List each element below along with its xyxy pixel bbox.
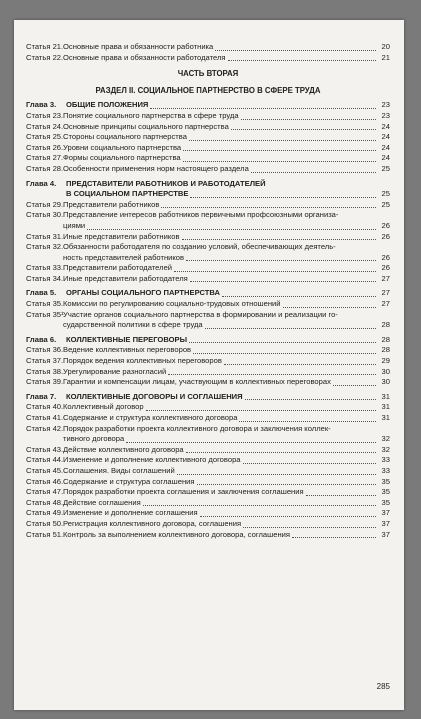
- toc-entry: Статья 28. Особенности применения норм настоящего раздела 25: [26, 163, 390, 173]
- chapter-5-heading: Глава 5. ОРГАНЫ СОЦИАЛЬНОГО ПАРТНЕРСТВА 27: [26, 288, 390, 298]
- chapter-6-heading: Глава 6. КОЛЛЕКТИВНЫЕ ПЕРЕГОВОРЫ 28: [26, 334, 390, 344]
- chapter-7-articles-b: [26, 445, 390, 540]
- toc-entry: Статья 44. Изменение и дополнение коллективного договора 33: [26, 455, 390, 465]
- toc-entry: Статья 50. Регистрация коллективного договора, соглашения 37: [26, 518, 390, 528]
- toc-entry: Статья 33. Представители работодателей 26: [26, 263, 390, 273]
- section-title: РАЗДЕЛ II. СОЦИАЛЬНОЕ ПАРТНЕРСТВО В СФЕРЕ ТРУДА: [95, 85, 321, 95]
- chapter-3-heading: Глава 3. ОБЩИЕ ПОЛОЖЕНИЯ 23: [26, 100, 390, 110]
- toc-entry: Статья 41. Содержание и структура коллективного договора 31: [26, 413, 390, 422]
- chapter-7-heading: Глава 7. КОЛЛЕКТИВНЫЕ ДОГОВОРЫ И СОГЛАШЕНИЯ 31: [26, 391, 390, 401]
- toc-entry: Статья 31. Иные представители работников 26: [26, 231, 390, 241]
- toc-entry: Статья 40. Коллективный договор 31: [26, 402, 390, 412]
- part-title: ЧАСТЬ ВТОРАЯ: [177, 69, 239, 79]
- toc-block-part-one: [26, 42, 390, 63]
- toc-entry: Статья 43. Действие коллективного договора 32: [26, 444, 390, 454]
- toc-entry: Статья 34. Иные представители работодателя 27: [26, 273, 390, 283]
- chapter-6-articles: [26, 345, 390, 387]
- book-page: [14, 20, 404, 710]
- toc-entry: Статья 32. Обязанности работодателя по созданию условий, обеспечивающих деятель- ность представителей работников 26: [26, 242, 390, 262]
- toc-entry: Статья 25. Стороны социального партнерства 24: [26, 132, 390, 142]
- chapter-3-articles: [26, 111, 390, 175]
- toc-entry: Статья 23. Понятие социального партнерства в сфере труда 23: [26, 110, 390, 120]
- toc-entry: Статья 35. Комиссии по регулированию социально-трудовых отношений 27: [26, 299, 390, 309]
- toc-entry: Статья 48. Действие соглашения 35: [26, 497, 390, 507]
- toc-entry: Статья 26. Уровни социального партнерства 24: [26, 142, 390, 152]
- toc-entry: Статья 30. Представление интересов работников первичными профсоюзными организа- циями 26: [26, 210, 390, 230]
- toc-entry: Статья 27. Формы социального партнерства 24: [26, 153, 390, 163]
- toc-entry: Статья 36. Ведение коллективных переговоров 28: [26, 345, 390, 355]
- page-number: 285: [376, 682, 390, 691]
- chapter-7-articles-a: [26, 402, 390, 423]
- toc-entry: Статья 21. Основные права и обязанности работника 20: [26, 42, 390, 51]
- toc-entry: Статья 46. Содержание и структура соглашения 35: [26, 476, 390, 486]
- toc-entry: Статья 35¹. Участие органов социального партнерства в формировании и реализации го- сударственной политики в сфере труда 28: [26, 309, 390, 330]
- toc-entry: Статья 45. Соглашения. Виды соглашений 33: [26, 465, 390, 475]
- chapter-4-heading: Глава 4. ПРЕДСТАВИТЕЛИ РАБОТНИКОВ И РАБОТОДАТЕЛЕЙ В СОЦИАЛЬНОМ ПАРТНЕРСТВЕ 25: [26, 178, 390, 199]
- toc-entry: Статья 38. Урегулирование разногласий 30: [26, 366, 390, 376]
- chapter-5-articles: [26, 299, 390, 331]
- toc-entry: Статья 49. Изменение и дополнение соглашения 37: [26, 508, 390, 518]
- chapter-4-articles: [26, 200, 390, 285]
- toc-entry: Статья 24. Основные принципы социального партнерства 24: [26, 121, 390, 131]
- toc-entry: Статья 22. Основные права и обязанности работодателя 21: [26, 52, 390, 62]
- toc-entry: Статья 29. Представители работников 25: [26, 199, 390, 209]
- toc-entry: Статья 37. Порядок ведения коллективных переговоров 29: [26, 356, 390, 366]
- toc-entry: Статья 47. Порядок разработки проекта соглашения и заключения соглашения 35: [26, 487, 390, 497]
- toc-entry-article-42: Статья 42. Порядок разработки проекта коллективного договора и заключения коллек- тивного договора 32: [26, 423, 390, 444]
- toc-entry: Статья 51. Контроль за выполнением коллективного договора, соглашения 37: [26, 529, 390, 539]
- table-of-contents: [26, 42, 390, 540]
- toc-entry: Статья 39. Гарантии и компенсации лицам, участвующим в коллективных переговорах 30: [26, 377, 390, 387]
